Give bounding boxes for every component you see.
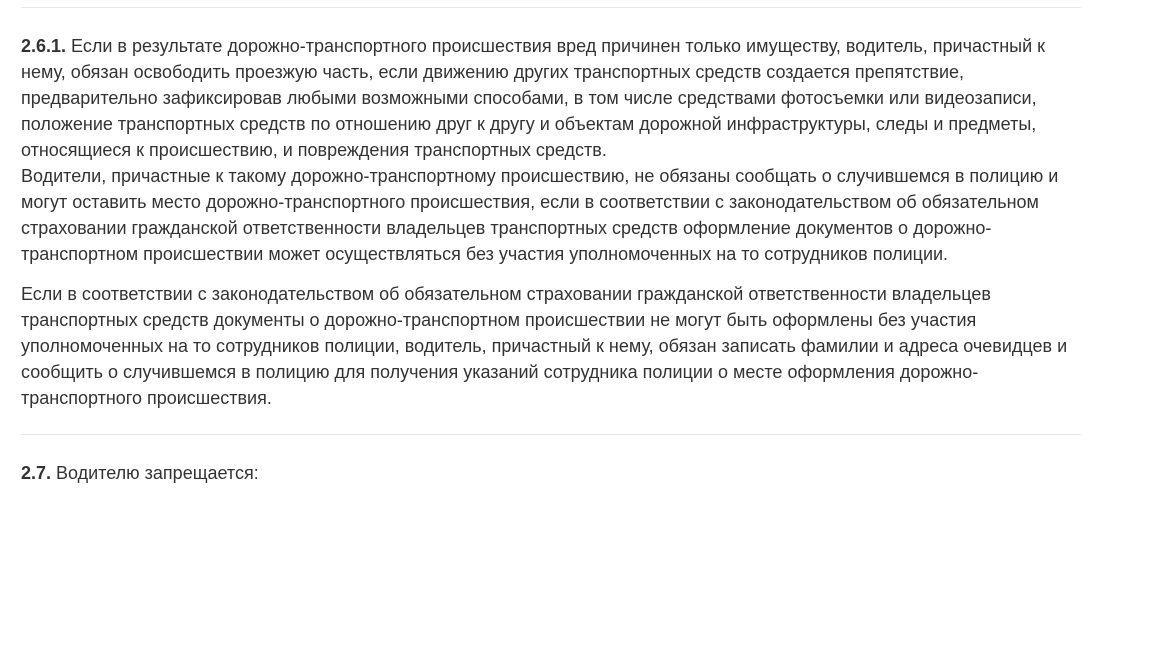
section-2-6-1-paragraph-3: Если в соответствии с законодательством об обязательном страховании гражданской ответственности владельцев транспортных средств документы о дорожно-транспортном происшествии не могут быть оформлены без участия уполномоченных на то сотрудников полиции, водитель, причастный к нему, обязан записать фамилии и адреса очевидцев и сообщить о случившемся в полицию для получения указаний сотрудника полиции о месте оформления дорожно-транспортного происшествия. [21,284,1068,408]
section-2-6-1-paragraph-2: Водители, причастные к такому дорожно-транспортному происшествию, не обязаны сообщать о случившемся в полицию и могут оставить место дорожно-транспортного происшествия, если в соответствии с законодательством об обязательном страховании гражданской ответственности владельцев транспортных средств оформление документов о дорожно-транспортном происшествии может осуществляться без участия уполномоченных на то сотрудников полиции. [21,166,1059,264]
section-2-7-paragraph [21,460,1091,486]
section-2-6-1-text: Если в результате дорожно-транспортного происшествия вред причинен только имуществу, водитель, причастный к нему, обязан освободить проезжую часть, если движению других транспортных средств создается препятствие, предварительно зафиксировав любыми возможными способами, в том числе средствами фотосъемки или видеозаписи, положение транспортных средств по отношению друг к другу и объектам дорожной инфраструктуры, следы и предметы, относящиеся к происшествию, и повреждения транспортных средств. [21,36,1046,160]
section-divider [21,434,1081,435]
top-divider [21,7,1081,8]
section-2-6-1 [21,33,1091,411]
section-2-7-text: Водителю запрещается: [51,463,259,483]
section-2-6-1-paragraph-1 [21,33,1091,163]
section-2-7 [21,460,1091,486]
section-2-7-number: 2.7. [21,463,52,483]
section-2-6-1-number: 2.6.1. [21,36,67,56]
